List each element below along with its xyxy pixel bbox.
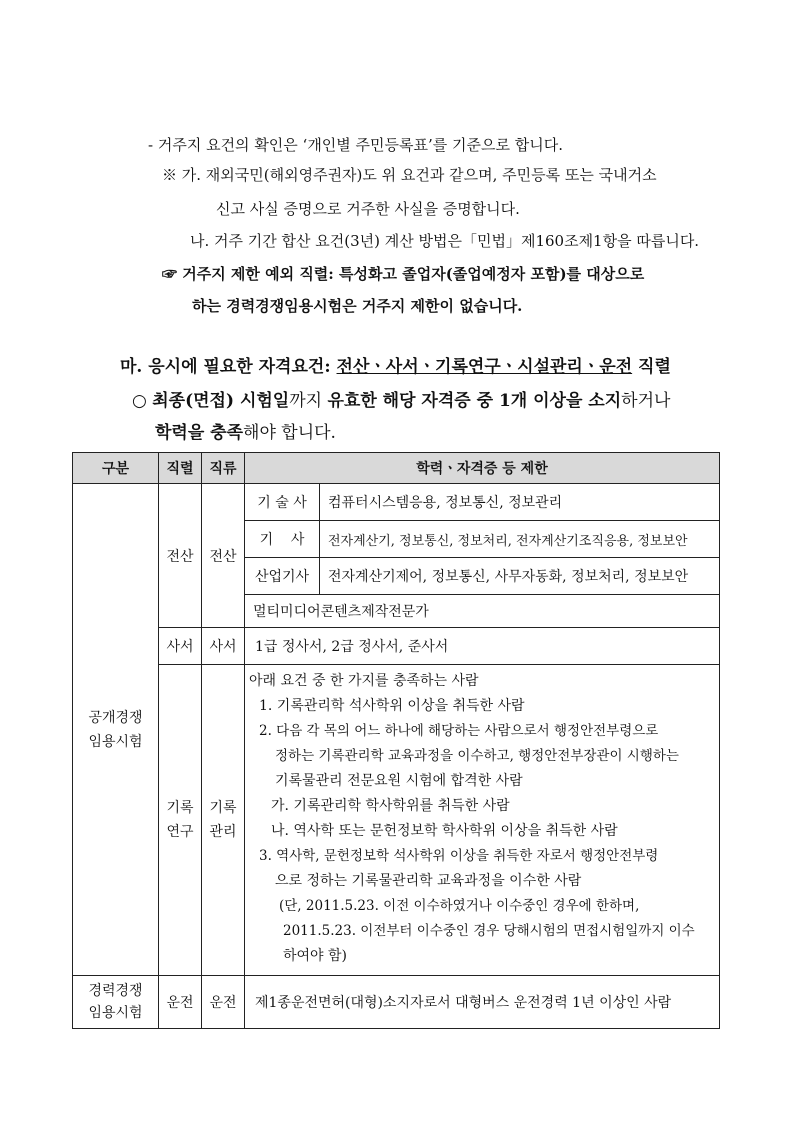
req-item-2-cont: 기록물관리 전문요원 시험에 합격한 사람 <box>275 773 523 789</box>
requirement-text: ○ 최종(면접) 시험일까지 유효한 해당 자격증 중 1개 이상을 소지하거나 <box>132 391 671 411</box>
license-level: 기 사 <box>245 521 320 558</box>
req-sub-a: 가. 기록관리학 학사학위를 취득한 사람 <box>271 798 510 814</box>
req-item-2-cont: 정하는 기록관리학 교육과정을 이수하고, 행정안전부장관이 시행하는 <box>275 748 679 764</box>
computing-series: 전산 <box>159 484 202 628</box>
computing-extra-license: 멀티미디어콘텐츠제작전문가 <box>245 595 720 628</box>
section-heading: 마. 응시에 필요한 자격요건: 전산ㆍ사서ㆍ기록연구ㆍ시설관리ㆍ운전 직렬 <box>120 357 671 377</box>
records-series: 기록 연구 <box>159 665 202 976</box>
residence-check-text: - 거주지 요건의 확인은 ‘개인별 주민등록표’를 기준으로 합니다. <box>148 136 564 154</box>
career-exam-cell: 경력경쟁 임용시험 <box>73 976 159 1029</box>
license-row <box>245 558 719 595</box>
req-proviso-cont: 2011.5.23. 이전부터 이수중인 경우 당해시험의 면접시험일까지 이수 <box>283 923 695 939</box>
header-requirements: 학력ㆍ자격증 등 제한 <box>245 453 720 484</box>
license-row <box>245 521 719 558</box>
driving-requirement: 제1종운전면허(대형)소지자로서 대형버스 운전경력 1년 이상인 사람 <box>245 976 720 1029</box>
records-class: 기록 관리 <box>202 665 245 976</box>
period-note: 나. 거주 기간 합산 요건(3년) 계산 방법은「민법」제160조제1항을 따릅니다. <box>190 232 700 250</box>
driving-class: 운전 <box>202 976 245 1029</box>
header-class: 직류 <box>202 453 245 484</box>
req-item-3: 3. 역사학, 문헌정보학 석사학위 이상을 취득한 자로서 행정안전부령 <box>259 848 659 864</box>
exception-note: ☞ 거주지 제한 예외 직렬: 특성화고 졸업자(졸업예정자 포함)를 대상으로 <box>162 265 645 283</box>
license-fields: 컴퓨터시스템응용, 정보통신, 정보관리 <box>320 484 720 521</box>
license-row <box>245 484 719 521</box>
records-requirements <box>245 665 720 976</box>
requirement-text-cont: 학력을 충족해야 합니다. <box>155 423 336 443</box>
req-intro: 아래 요건 중 한 가지를 충족하는 사람 <box>249 673 479 689</box>
librarian-licenses: 1급 정사서, 2급 정사서, 준사서 <box>245 628 720 665</box>
license-level: 기 술 사 <box>245 484 320 521</box>
driving-series: 운전 <box>159 976 202 1029</box>
qualification-table <box>72 452 720 1029</box>
license-fields: 전자계산기제어, 정보통신, 사무자동화, 정보처리, 정보보안 <box>328 569 689 585</box>
computing-license-cell <box>245 484 720 595</box>
librarian-series: 사서 <box>159 628 202 665</box>
header-series: 직렬 <box>159 453 202 484</box>
header-category: 구분 <box>73 453 159 484</box>
req-item-3-cont: 으로 정하는 기록물관리학 교육과정을 이수한 사람 <box>275 873 582 889</box>
open-exam-cell: 공개경쟁 임용시험 <box>73 484 159 976</box>
license-fields: 전자계산기, 정보통신, 정보처리, 전자계산기조직응용, 정보보안 <box>320 521 720 558</box>
overseas-note-cont: 신고 사실 증명으로 거주한 사실을 증명합니다. <box>216 200 520 218</box>
req-item-2: 2. 다음 각 목의 어느 하나에 해당하는 사람으로서 행정안전부령으로 <box>259 723 659 739</box>
exception-note-cont: 하는 경력경쟁임용시험은 거주지 제한이 없습니다. <box>192 297 523 315</box>
computing-class: 전산 <box>202 484 245 628</box>
req-proviso-cont: 하여야 함) <box>283 948 348 964</box>
req-item-1: 1. 기록관리학 석사학위 이상을 취득한 사람 <box>259 698 525 714</box>
req-proviso: (단, 2011.5.23. 이전 이수하였거나 이수중인 경우에 한하며, <box>279 898 640 914</box>
overseas-note: ※ 가. 재외국민(해외영주권자)도 위 요건과 같으며, 주민등록 또는 국내거소 <box>162 166 657 184</box>
license-level: 산업기사 <box>245 558 320 595</box>
computing-license-table <box>245 484 719 594</box>
req-sub-b: 나. 역사학 또는 문헌정보학 학사학위 이상을 취득한 사람 <box>271 823 618 839</box>
librarian-class: 사서 <box>202 628 245 665</box>
